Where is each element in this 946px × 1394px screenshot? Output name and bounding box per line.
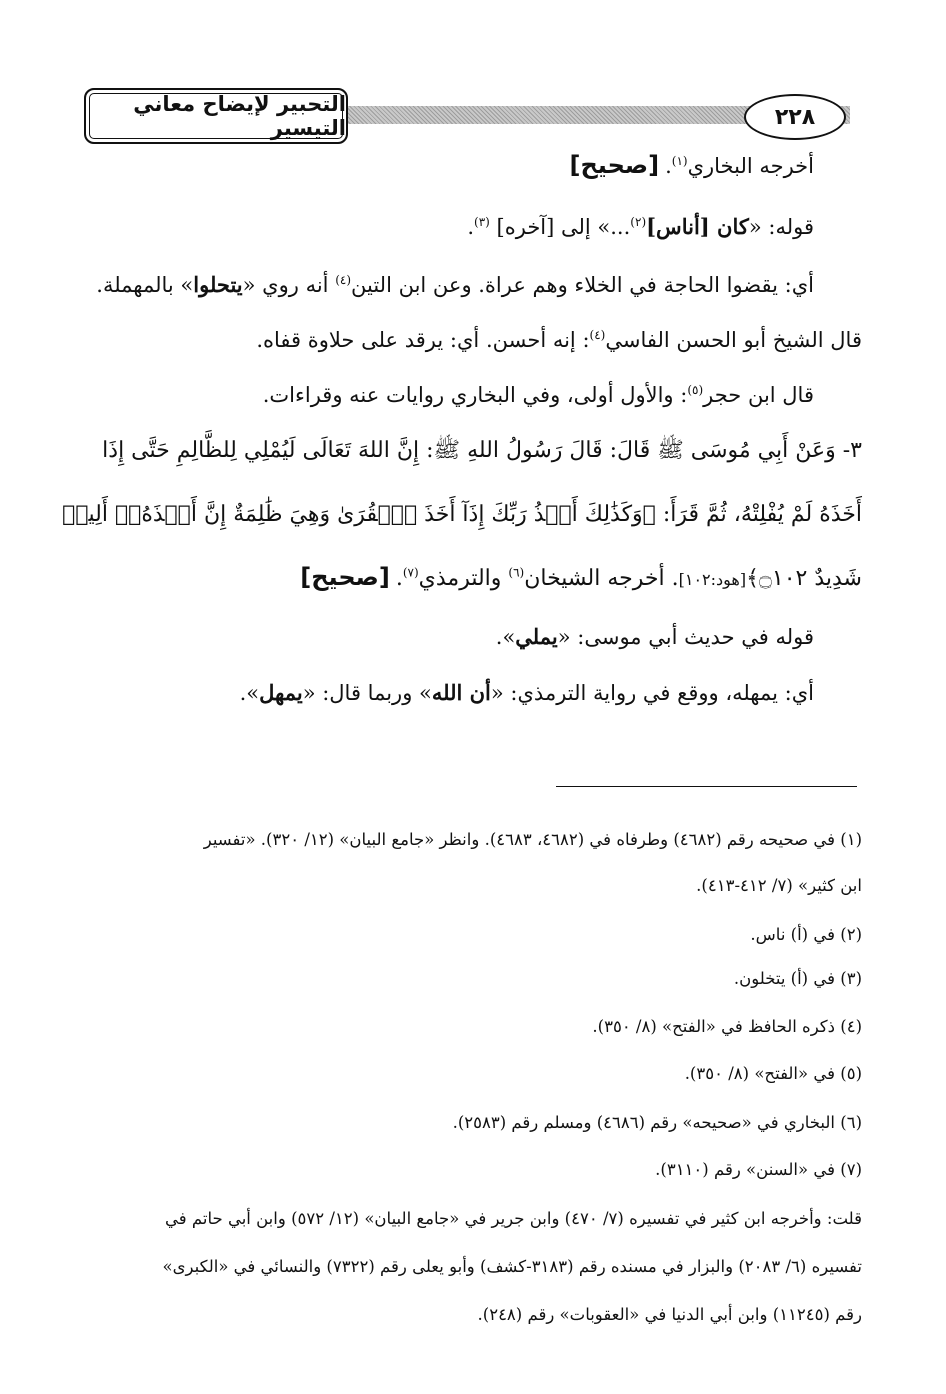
footnote-5: (٥) في «الفتح» (٨/ ٣٥٠). xyxy=(684,1064,862,1083)
quran-verse-end: شَدِيدٌ ۝١٠٢﴾ xyxy=(746,566,862,591)
footnote-ref: (٤) xyxy=(335,273,352,287)
footnote-ref: (٦) xyxy=(508,565,525,580)
text-line-10: أي: يمهله، ووقع في رواية الترمذي: «أن الله» وربما قال: «يمهل». xyxy=(239,680,814,705)
editor-note-line-2: تفسيره (٦/ ٢٠٨٣) والبزار في مسنده رقم (٣١٨٣-كشف) وأبو يعلى رقم (٧٣٢٢) والنسائي في «الكبرى» xyxy=(162,1257,862,1276)
verse-reference: [هود:١٠٢] xyxy=(678,570,747,589)
text-line-2: قوله: «كان [أناس]$^{(٢)}$...» إلى [آخره] $^{(٣)}$. xyxy=(467,214,814,239)
page-number: ٢٢٨ xyxy=(744,94,846,140)
text-line-9: قوله في حديث أبي موسى: «يملي». xyxy=(495,624,814,649)
text-line-1: أخرجه البخاري$^{(١)}$.[صحيح] xyxy=(569,151,814,179)
text-line-5: قال ابن حجر$^{(٥)}$: والأول أولى، وفي البخاري روايات عنه وقراءات. xyxy=(262,383,814,407)
footnote-ref: (١) xyxy=(671,154,688,168)
footnote-7: (٧) في «السنن» رقم (٣١١٠). xyxy=(655,1160,862,1179)
footnote-4: (٤) ذكره الحافظ في «الفتح» (٨/ ٣٥٠). xyxy=(592,1017,862,1036)
footnote-1-cont: ابن كثير» (٧/ ٤١٢-٤١٣). xyxy=(696,876,862,895)
footnote-1: (١) في صحيحه رقم (٤٦٨٢) وطرفاه في (٤٦٨٢، ٤٦٨٣). وانظر «جامع البيان» (١٢/ ٣٢٠). «تفسير xyxy=(203,830,862,849)
book-title: التحبير لإيضاح معاني التيسير xyxy=(84,88,348,144)
editor-note-line-3: رقم (١١٢٤٥) وابن أبي الدنيا في «العقوبات» رقم (٢٤٨). xyxy=(477,1305,862,1324)
hadith-grade: [صحيح] xyxy=(300,563,390,591)
footnote-divider xyxy=(556,786,857,787)
hadith-grade: [صحيح] xyxy=(569,151,660,179)
footnote-ref: (٤) xyxy=(589,328,606,342)
footnote-ref: (٣) xyxy=(474,215,490,229)
footnote-2: (٢) في (أ) ناس. xyxy=(750,925,862,944)
footnote-ref: (٥) xyxy=(687,383,704,397)
hadith-line-1: ٣- وَعَنْ أَبِي مُوسَى ﷺ قَالَ: قَالَ رَسُولُ اللهِ ﷺ: إِنَّ اللهَ تَعَالَى لَيُمْلِي لِلظَّالِمِ حَتَّى إِذَا xyxy=(102,438,862,463)
footnote-ref: (٢) xyxy=(630,215,647,229)
footnote-3: (٣) في (أ) يتخلون. xyxy=(733,969,862,988)
hadith-line-3: شَدِيدٌ ۝١٠٢﴾[هود:١٠٢]. أخرجه الشيخان$^{(٦)}$ والترمذي$^{(٧)}$.[صحيح] xyxy=(300,563,862,591)
quran-verse: ﴿وَكَذَٰلِكَ أَخۡذُ رَبِّكَ إِذَآ أَخَذَ ٱلۡقُرَىٰ وَهِيَ ظَٰلِمَةٌ إِنَّ أَخۡذَهُۥٓ أَلِيمٞ xyxy=(62,502,656,527)
text-line-4: قال الشيخ أبو الحسن الفاسي$^{(٤)}$: إنه أحسن. أي: يرقد على حلاوة قفاه. xyxy=(256,328,862,352)
hadith-line-2: أَخَذَهُ لَمْ يُفْلِتْهُ، ثُمَّ قَرَأَ: ﴿وَكَذَٰلِكَ أَخۡذُ رَبِّكَ إِذَآ أَخَذَ ٱلۡقُرَىٰ وَهِيَ ظَٰلِمَةٌ إِنَّ أَخۡذَهُۥٓ أَلِيمٞ xyxy=(62,502,862,527)
footnote-6: (٦) البخاري في «صحيحه» رقم (٤٦٨٦) ومسلم رقم (٢٥٨٣). xyxy=(452,1113,862,1132)
editor-note-line-1: قلت: وأخرجه ابن كثير في تفسيره (٧/ ٤٧٠) وابن جرير في «جامع البيان» (١٢/ ٥٧٢) وابن أبي حاتم في xyxy=(165,1209,862,1228)
footnote-ref: (٧) xyxy=(402,565,419,580)
text-line-3: أي: يقضوا الحاجة في الخلاء وهم عراة. وعن ابن التين$^{(٤)}$ أنه روي «يتحلوا» بالمهملة. xyxy=(96,272,814,297)
